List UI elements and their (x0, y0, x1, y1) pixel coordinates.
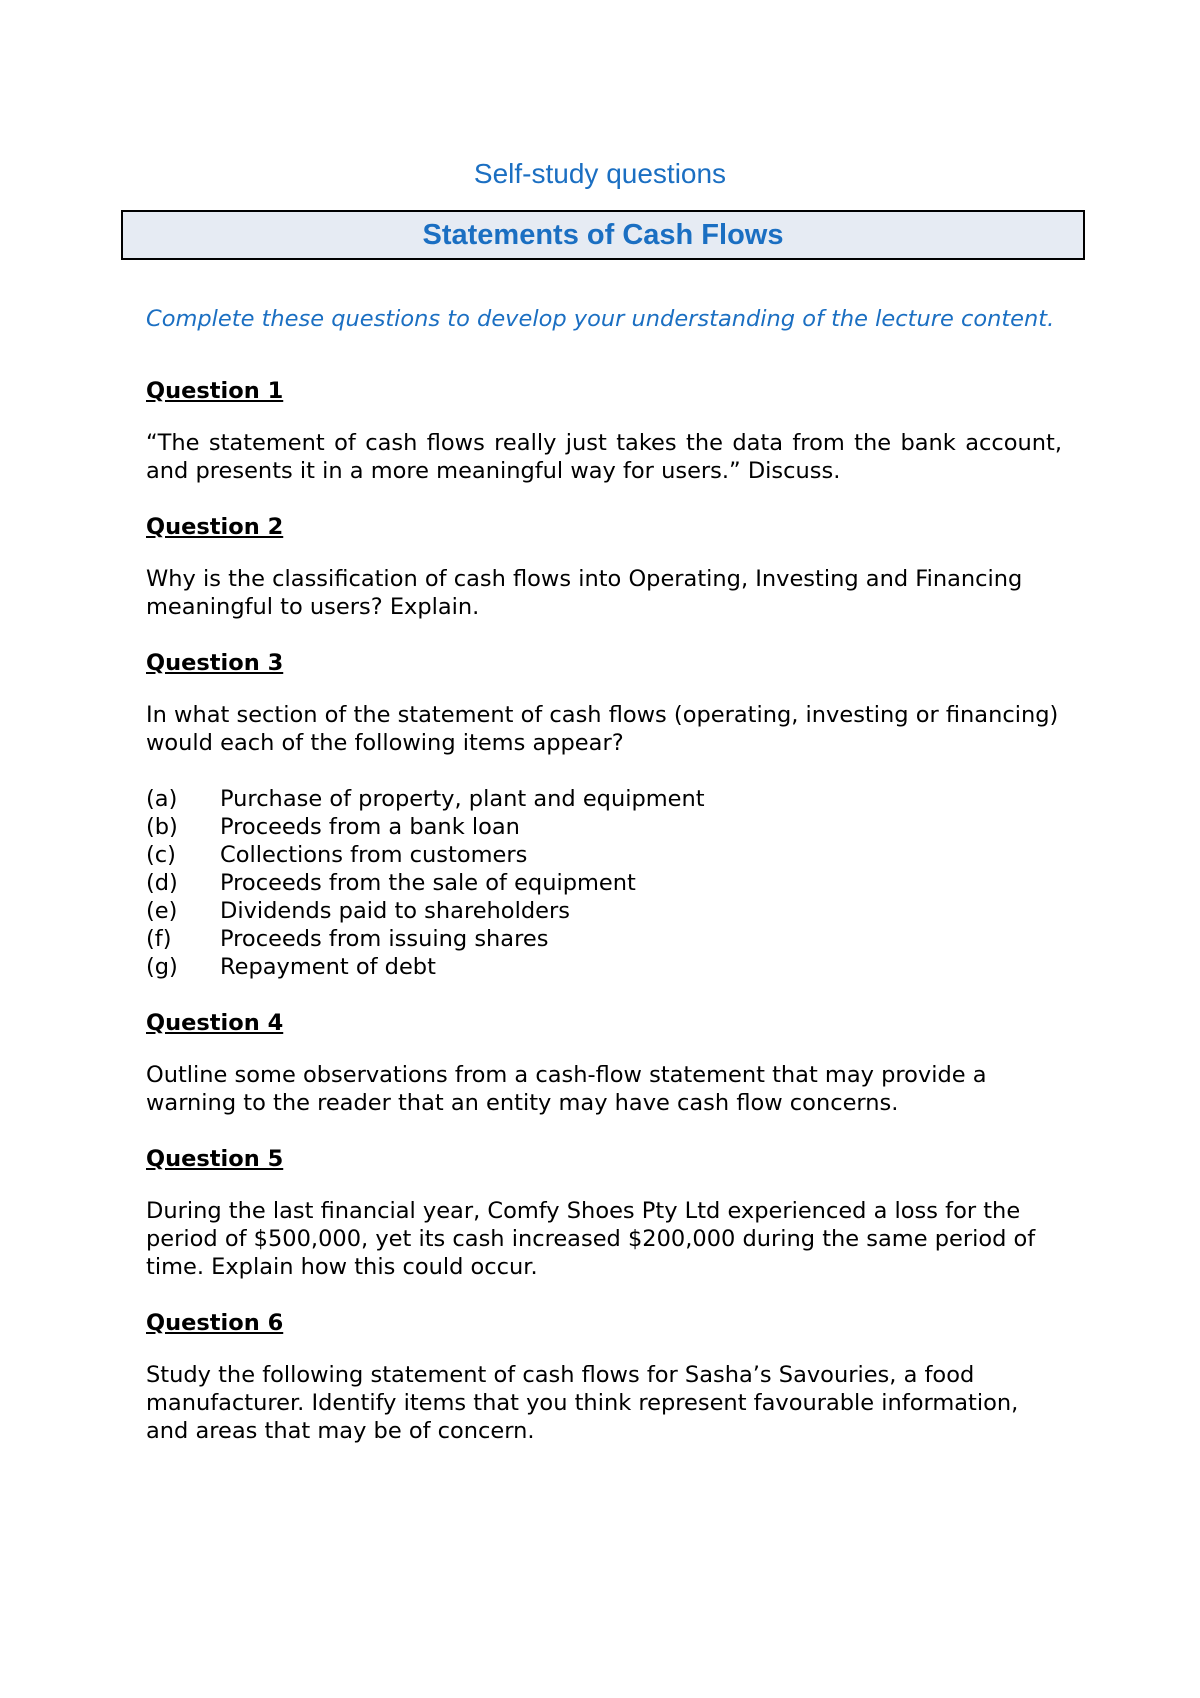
item-label: (d) (146, 870, 178, 896)
question-5-text: During the last financial year, Comfy Shoes Pty Ltd experienced a loss for the period of $500,000, yet its cash increased $200,000 during the same period of time. Explain how this could occur. (146, 1198, 1036, 1280)
item-label: (e) (146, 898, 178, 924)
question-3-heading: Question 3 (146, 650, 284, 676)
list-item (146, 813, 1062, 841)
list-item (146, 925, 1062, 953)
item-label: (b) (146, 814, 178, 840)
item-label: (g) (146, 954, 178, 980)
item-text: Proceeds from the sale of equipment (220, 870, 636, 896)
item-text: Collections from customers (220, 842, 528, 868)
question-2-heading: Question 2 (146, 514, 284, 540)
question-1-heading: Question 1 (146, 378, 284, 404)
question-4-text: Outline some observations from a cash-flow statement that may provide a warning to the reader that an entity may have cash flow concerns. (146, 1062, 987, 1116)
item-text: Repayment of debt (220, 954, 436, 980)
question-3-item-list (146, 785, 1062, 981)
list-item (146, 869, 1062, 897)
item-text: Dividends paid to shareholders (220, 898, 570, 924)
document-content (146, 305, 1062, 1473)
question-6-heading: Question 6 (146, 1310, 284, 1336)
question-3-text: In what section of the statement of cash flows (operating, investing or financing) would each of the following items appear? (146, 702, 1059, 756)
list-item (146, 785, 1062, 813)
question-6-text: Study the following statement of cash flows for Sasha’s Savouries, a food manufacturer. Identify items that you think represent favourable information, and areas that may be of concern. (146, 1362, 1019, 1444)
item-text: Proceeds from issuing shares (220, 926, 549, 952)
document-supertitle: Self-study questions (473, 158, 727, 189)
intro-text: Complete these questions to develop your understanding of the lecture content. (146, 306, 1055, 332)
question-5-heading: Question 5 (146, 1146, 284, 1172)
list-item (146, 897, 1062, 925)
list-item (146, 953, 1062, 981)
item-label: (f) (146, 926, 172, 952)
item-text: Purchase of property, plant and equipment (220, 786, 705, 812)
item-label: (c) (146, 842, 176, 868)
item-label: (a) (146, 786, 178, 812)
question-2-text: Why is the classification of cash flows into Operating, Investing and Financing meaningful to users? Explain. (146, 566, 1023, 620)
question-1-text: “The statement of cash flows really just takes the data from the bank account, and presents it in a more meaningful way for users.” Discuss. (146, 430, 1062, 484)
document-title: Statements of Cash Flows (422, 218, 784, 251)
list-item (146, 841, 1062, 869)
question-4-heading: Question 4 (146, 1010, 284, 1036)
item-text: Proceeds from a bank loan (220, 814, 520, 840)
title-box (121, 210, 1085, 260)
